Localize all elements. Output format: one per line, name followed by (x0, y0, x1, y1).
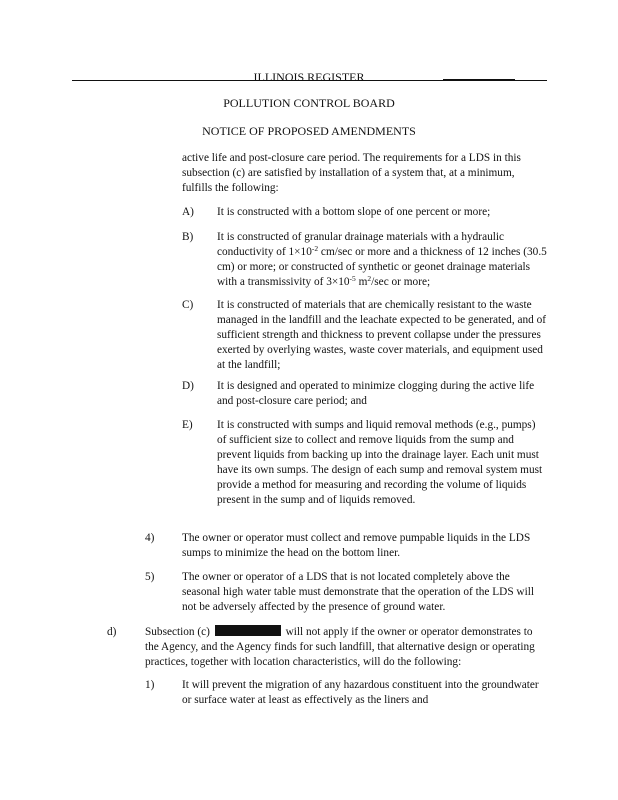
intro-paragraph: active life and post-closure care period. The requirements for a LDS in this subsection (c) are satisfied by installation of a system that, at a minimum, fulfills the following: (182, 152, 521, 194)
item-b-label: B) (182, 231, 194, 243)
item-1-label: 1) (145, 679, 155, 691)
board-title: POLLUTION CONTROL BOARD (223, 96, 395, 110)
item-d-text: It is designed and operated to minimize clogging during the active life and post-closure care period; and (217, 380, 535, 407)
item-4-label: 4) (145, 532, 155, 544)
item-c-text: It is constructed of materials that are chemically resistant to the waste managed in the landfill and the leachate expected to be generated, and of sufficient strength and thickness to prevent collapse under the pressures exerted by overlying wastes, waste cover materials, and equipment used at the landfill; (217, 299, 547, 371)
item-a-label: A) (182, 206, 194, 218)
item-4-text: The owner or operator must collect and remove pumpable liquids in the LDS sumps to minimize the head on the bottom liner. (182, 532, 531, 559)
redaction-bar (215, 625, 281, 636)
item-d-subsection-text: Subsection (c) will not apply if the owner or operator demonstrates to the Agency, and the Agency finds for such landfill, that alternative design or operating practices, together with location characteristics, will do the following: (145, 626, 535, 668)
item-d-subsection-label: d) (107, 626, 117, 638)
register-title: ILLINOIS REGISTER (253, 70, 365, 84)
item-e-text: It is constructed with sumps and liquid removal methods (e.g., pumps) of sufficient size to collect and remove liquids from the sump and prevent liquids from backing up into the drainage layer. Each unit must have its own sumps. The design of each sump and removal system must provide a method for measuring and recording the volume of liquids present in the sump and of liquids removed. (217, 419, 543, 506)
item-1-text: It will prevent the migration of any hazardous constituent into the groundwater or surface water at least as effectively as the liners and (182, 679, 539, 706)
item-c-label: C) (182, 299, 194, 311)
notice-title: NOTICE OF PROPOSED AMENDMENTS (202, 124, 416, 138)
item-5-label: 5) (145, 571, 155, 583)
item-e-label: E) (182, 419, 193, 431)
item-d-label: D) (182, 380, 194, 392)
item-a-text: It is constructed with a bottom slope of one percent or more; (217, 206, 491, 218)
item-b-text: It is constructed of granular drainage materials with a hydraulic conductivity of $1\times 10^{-2}$ cm/sec or more and a thickness of 12 inches (30.5 cm) or more; or constructed of synthetic or geonet drainage materials with a transmissivity of $3\times 10^{-5}$ $m^2/\sec$ or more; (217, 231, 547, 288)
item-5-text: The owner or operator of a LDS that is not located completely above the seasonal high water table must demonstrate that the operation of the LDS will not be adversely affected by the presence of ground water. (182, 571, 534, 613)
